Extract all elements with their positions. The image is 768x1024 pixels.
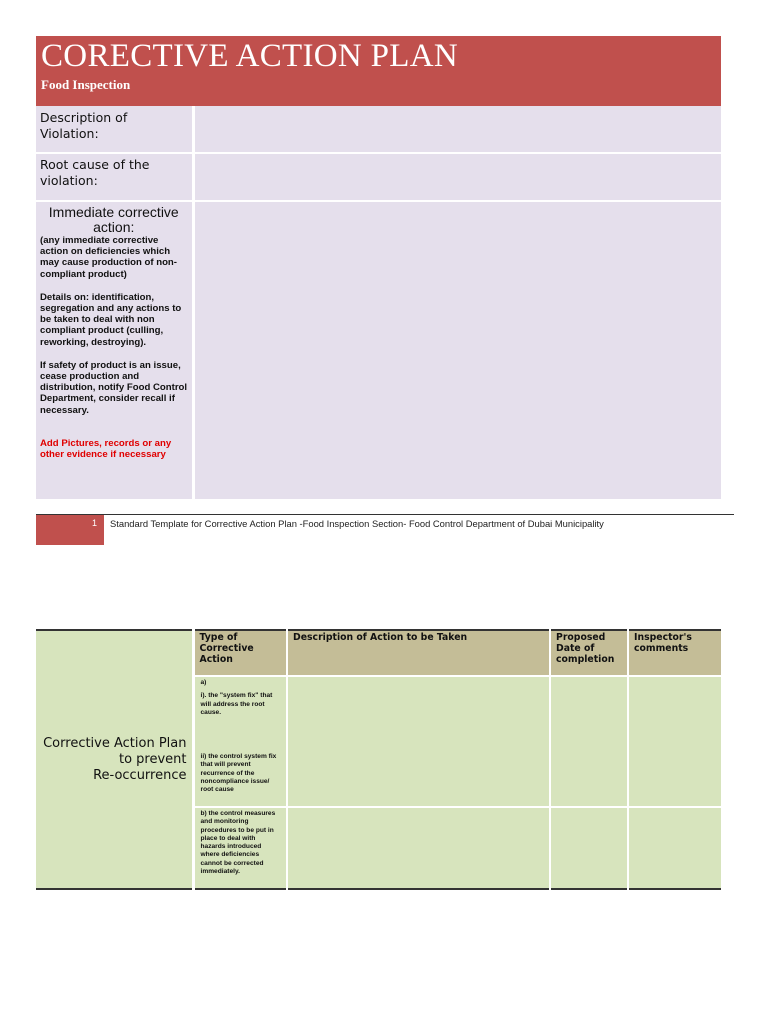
action-plan-title-cell	[36, 630, 193, 889]
immediate-action-note-1: (any immediate corrective action on deficiencies which may cause production of non-compliant product)	[40, 235, 177, 280]
description-input-cell[interactable]	[193, 106, 721, 153]
header-banner	[36, 36, 721, 106]
date-cell-b[interactable]	[550, 807, 628, 889]
type-cell-a	[193, 676, 287, 807]
header-inspector-comments: Inspector's comments	[628, 630, 721, 676]
evidence-note: Add Pictures, records or any other evidence if necessary	[40, 437, 172, 461]
comments-cell-b[interactable]	[628, 807, 721, 889]
header-proposed-date: Proposed Date of completion	[550, 630, 628, 676]
document-subtitle: Food Inspection	[41, 77, 131, 92]
type-cell-b	[193, 807, 287, 889]
row-a-label: a)	[200, 679, 207, 686]
date-cell-a[interactable]	[550, 676, 628, 807]
description-label: Description of Violation:	[40, 110, 128, 141]
immediate-action-input-cell[interactable]	[193, 201, 721, 499]
root-cause-label: Root cause of the violation:	[40, 157, 150, 188]
footer-rule	[36, 514, 734, 515]
description-cell-b[interactable]	[287, 807, 550, 889]
immediate-action-note-3: If safety of product is an issue, cease production and distribution, notify Food Control Department, consider recall if necessary.	[40, 359, 188, 416]
immediate-action-note-2: Details on: identification, segregation and any actions to be taken to deal with non compliant product (culling, reworking, destroying).	[40, 291, 182, 348]
violation-form	[36, 106, 721, 499]
action-plan-title-line-1: Corrective Action Plan	[43, 735, 187, 751]
footer-text: Standard Template for Corrective Action Plan -Food Inspection Section- Food Control Department of Dubai Municipality	[110, 518, 604, 529]
action-plan-title-line-2: to prevent	[118, 751, 187, 767]
header-type: Type of Corrective Action	[193, 630, 287, 676]
form-row-root-cause	[36, 153, 721, 201]
root-cause-input-cell[interactable]	[193, 153, 721, 201]
action-header-row	[36, 630, 721, 676]
document-title: CORECTIVE ACTION PLAN	[41, 38, 458, 74]
form-label-cell	[36, 106, 193, 153]
page-number: 1	[92, 518, 98, 528]
form-row-immediate-action	[36, 201, 721, 499]
description-cell-a[interactable]	[287, 676, 550, 807]
header-description: Description of Action to be Taken	[287, 630, 550, 676]
row-a-control-fix: ii) the control system fix that will prevent recurrence of the noncompliance issue/ root cause	[200, 753, 277, 794]
action-plan-title-line-3: Re-occurrence	[93, 767, 187, 783]
comments-cell-a[interactable]	[628, 676, 721, 807]
row-b-text: b) the control measures and monitoring procedures to be put in place to deal with hazards introduced where deficiencies cannot be corrected immediately.	[200, 810, 276, 876]
action-plan-table	[36, 629, 721, 890]
form-label-cell	[36, 153, 193, 201]
immediate-action-label: Immediate corrective action:	[48, 204, 179, 235]
row-a-system-fix: i). the "system fix" that will address the root cause.	[200, 692, 273, 716]
form-row-description	[36, 106, 721, 153]
form-label-cell	[36, 201, 193, 499]
